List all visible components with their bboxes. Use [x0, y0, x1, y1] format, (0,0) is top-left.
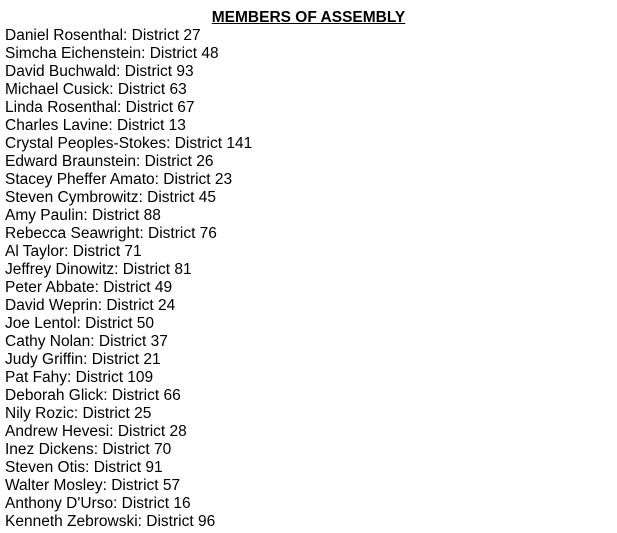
list-item: Steven Otis: District 91	[5, 459, 163, 476]
list-item: Rebecca Seawright: District 76	[5, 225, 217, 242]
members-list	[0, 27, 617, 531]
list-item: Judy Griffin: District 21	[5, 351, 161, 368]
list-item: Peter Abbate: District 49	[5, 279, 173, 296]
list-item: Crystal Peoples-Stokes: District 141	[5, 135, 253, 152]
list-item: Nily Rozic: District 25	[5, 405, 152, 422]
list-item: Amy Paulin: District 88	[5, 207, 161, 224]
list-item: Anthony D'Urso: District 16	[5, 495, 191, 512]
list-item: Michael Cusick: District 63	[5, 81, 187, 98]
list-item: Linda Rosenthal: District 67	[5, 99, 195, 116]
list-item: Steven Cymbrowitz: District 45	[5, 189, 217, 206]
list-item: David Weprin: District 24	[5, 297, 176, 314]
list-item: Charles Lavine: District 13	[5, 117, 186, 134]
list-item: Daniel Rosenthal: District 27	[5, 27, 201, 44]
list-item: Cathy Nolan: District 37	[5, 333, 168, 350]
list-item: Jeffrey Dinowitz: District 81	[5, 261, 192, 278]
list-item: Stacey Pheffer Amato: District 23	[5, 171, 233, 188]
list-item: Inez Dickens: District 70	[5, 441, 172, 458]
list-item: Simcha Eichenstein: District 48	[5, 45, 219, 62]
list-item: Andrew Hevesi: District 28	[5, 423, 187, 440]
list-item: Joe Lentol: District 50	[5, 315, 155, 332]
list-item: Edward Braunstein: District 26	[5, 153, 214, 170]
list-item: David Buchwald: District 93	[5, 63, 194, 80]
list-item: Al Taylor: District 71	[5, 243, 142, 260]
page-title: MEMBERS OF ASSEMBLY	[211, 9, 406, 26]
list-item: Kenneth Zebrowski: District 96	[5, 513, 216, 530]
list-item: Deborah Glick: District 66	[5, 387, 181, 404]
list-item: Pat Fahy: District 109	[5, 369, 154, 386]
list-item: Walter Mosley: District 57	[5, 477, 181, 494]
